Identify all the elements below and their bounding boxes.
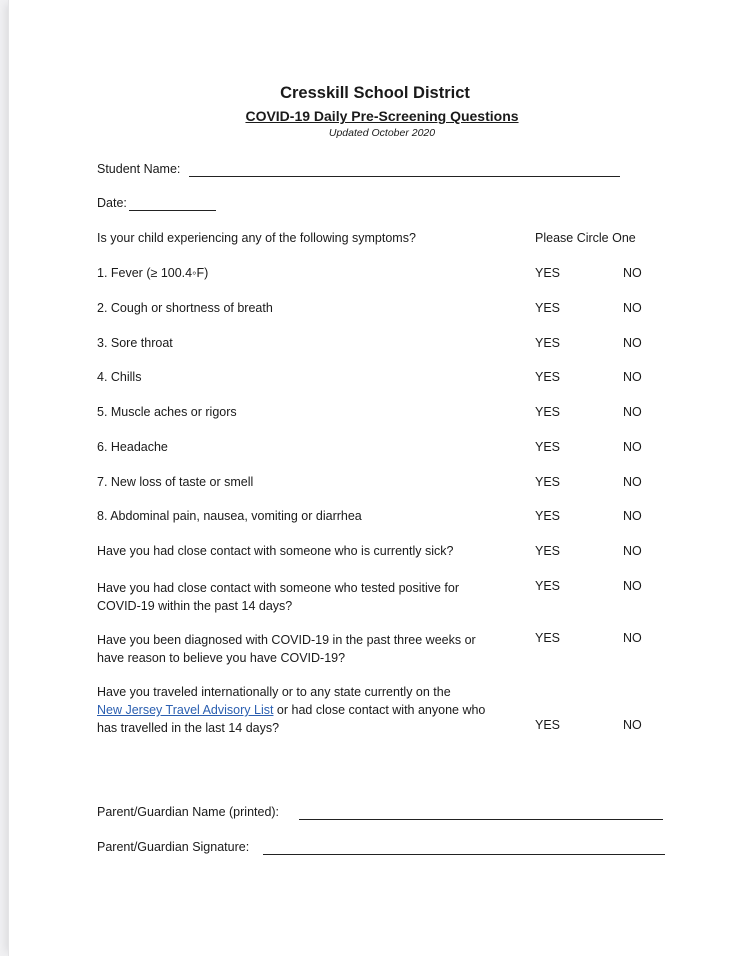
question-cough: 2. Cough or shortness of breath <box>97 301 273 315</box>
yes-option[interactable]: YES <box>535 718 561 732</box>
date-label: Date: <box>97 196 127 210</box>
district-title: Cresskill School District <box>280 84 470 102</box>
question-contact-sick: Have you had close contact with someone who is currently sick? <box>97 544 454 558</box>
no-option[interactable]: NO <box>623 631 642 645</box>
form-title: COVID-19 Daily Pre-Screening Questions <box>245 108 519 124</box>
question-chills: 4. Chills <box>97 370 142 384</box>
no-option[interactable]: NO <box>623 509 642 523</box>
no-option[interactable]: NO <box>623 544 642 558</box>
question-contact-positive: Have you had close contact with someone who tested positive for COVID-19 within the past 14 days? <box>97 581 460 613</box>
viewer-left-edge <box>0 0 8 956</box>
no-option[interactable]: NO <box>623 405 642 419</box>
yes-option[interactable]: YES <box>535 579 561 593</box>
yes-option[interactable]: YES <box>535 509 561 523</box>
question-fever: 1. Fever (≥ 100.4◦F) <box>97 266 209 280</box>
yes-option[interactable]: YES <box>535 475 561 489</box>
student-name-line[interactable] <box>189 176 620 177</box>
no-option[interactable]: NO <box>623 370 642 384</box>
no-option[interactable]: NO <box>623 579 642 593</box>
question-headache: 6. Headache <box>97 440 168 454</box>
yes-option[interactable]: YES <box>535 405 561 419</box>
question-sore-throat: 3. Sore throat <box>97 336 173 350</box>
no-option[interactable]: NO <box>623 718 642 732</box>
travel-question-text-cont: or had close contact with anyone who has travelled in the last 14 days? <box>97 703 486 735</box>
no-option[interactable]: NO <box>623 440 642 454</box>
yes-option[interactable]: YES <box>535 370 561 384</box>
date-line[interactable] <box>129 210 216 211</box>
travel-question-text: Have you traveled internationally or to any state currently on the <box>97 685 451 699</box>
guardian-name-label: Parent/Guardian Name (printed): <box>97 805 280 819</box>
guardian-signature-label: Parent/Guardian Signature: <box>97 840 250 854</box>
no-option[interactable]: NO <box>623 475 642 489</box>
question-taste-smell: 7. New loss of taste or smell <box>97 475 254 489</box>
question-abdominal: 8. Abdominal pain, nausea, vomiting or diarrhea <box>97 509 362 523</box>
question-muscle-aches: 5. Muscle aches or rigors <box>97 405 237 419</box>
symptoms-prompt: Is your child experiencing any of the following symptoms? <box>97 231 416 245</box>
yes-option[interactable]: YES <box>535 266 561 280</box>
question-diagnosed: Have you been diagnosed with COVID-19 in the past three weeks or have reason to believe you have COVID-19? <box>97 633 476 665</box>
yes-option[interactable]: YES <box>535 301 561 315</box>
no-option[interactable]: NO <box>623 336 642 350</box>
yes-option[interactable]: YES <box>535 631 561 645</box>
no-option[interactable]: NO <box>623 266 642 280</box>
updated-date: Updated October 2020 <box>328 127 436 139</box>
yes-option[interactable]: YES <box>535 336 561 350</box>
guardian-signature-line[interactable] <box>263 854 665 855</box>
travel-advisory-link[interactable]: New Jersey Travel Advisory List <box>97 703 274 717</box>
guardian-name-line[interactable] <box>299 819 663 820</box>
yes-option[interactable]: YES <box>535 544 561 558</box>
yes-option[interactable]: YES <box>535 440 561 454</box>
question-travel <box>97 683 502 737</box>
circle-instruction: Please Circle One <box>535 231 636 245</box>
no-option[interactable]: NO <box>623 301 642 315</box>
student-name-label: Student Name: <box>97 162 181 176</box>
